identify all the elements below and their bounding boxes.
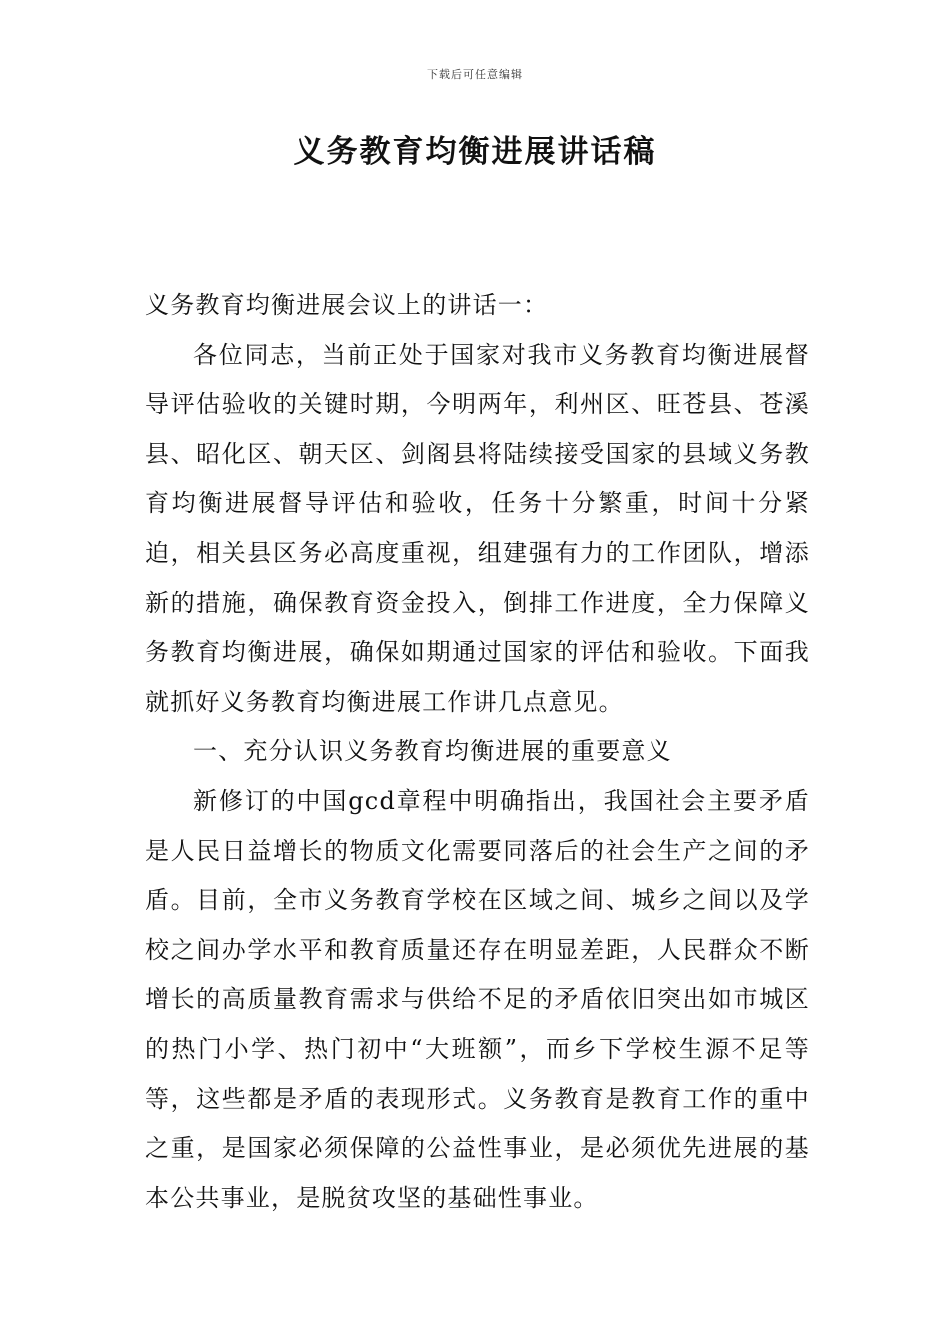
paragraph-significance: 新修订的中国gcd章程中明确指出，我国社会主要矛盾是人民日益增长的物质文化需要同落后的社会生产之间的矛盾。目前，全市义务教育学校在区域之间、城乡之间以及学校之间办学水平和教育质量还存在明显差距，人民群众不断增长的高质量教育需求与供给不足的矛盾依旧突出如市城区的热门小学、热门初中“大班额”，而乡下学校生源不足等等，这些都是矛盾的表现形式。义务教育是教育工作的重中之重，是国家必须保障的公益性事业，是必须优先进展的基本公共事业，是脱贫攻坚的基础性事业。 [145, 786, 810, 1212]
paragraph-opening: 各位同志，当前正处于国家对我市义务教育均衡进展督导评估验收的关键时期，今明两年，利州区、旺苍县、苍溪县、昭化区、朝天区、剑阁县将陆续接受国家的县域义务教育均衡进展督导评估和验收，任务十分繁重，时间十分紧迫，相关县区务必高度重视，组建强有力的工作团队，增添新的措施，确保教育资金投入，倒排工作进度，全力保障义务教育均衡进展，确保如期通过国家的评估和验收。下面我就抓好义务教育均衡进展工作讲几点意见。 [145, 340, 810, 716]
header-note: 下载后可任意编辑 [427, 68, 523, 81]
document-title: 义务教育均衡进展讲话稿 [293, 134, 657, 170]
section-heading-significance: 一、充分认识义务教育均衡进展的重要意义 [193, 737, 672, 766]
section-heading-speech-one: 义务教育均衡进展会议上的讲话一： [145, 291, 549, 319]
document-body [145, 281, 810, 1223]
